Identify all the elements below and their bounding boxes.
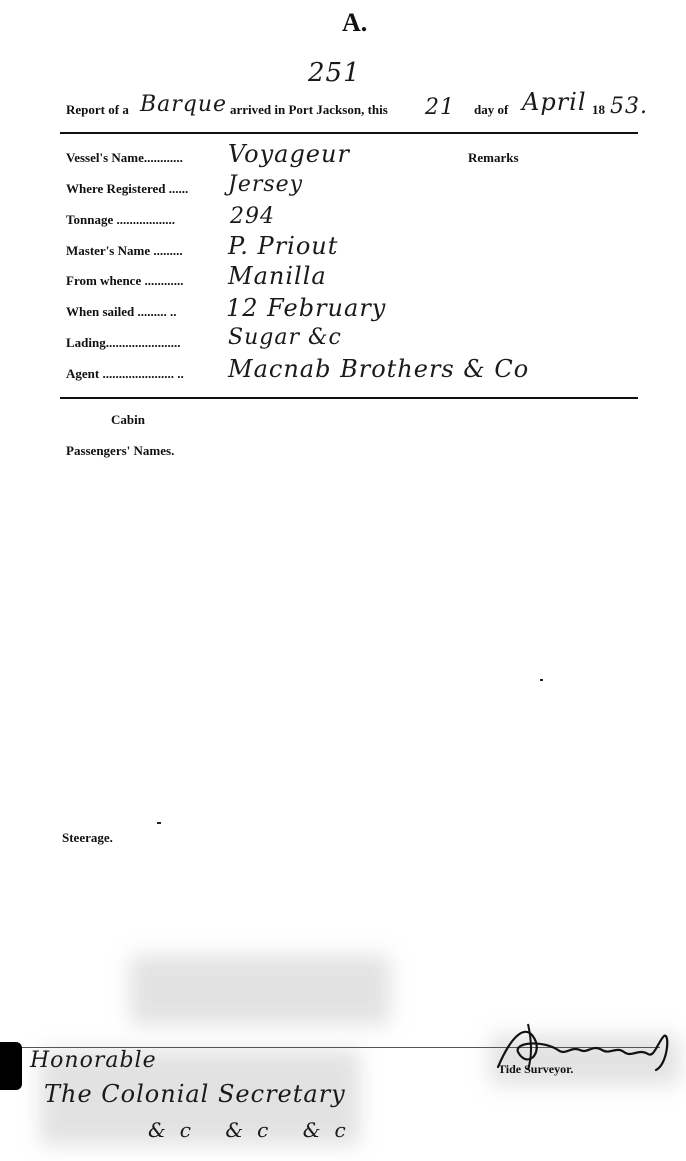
scan-shadow	[130, 955, 390, 1025]
stray-mark	[157, 822, 161, 824]
tide-surveyor-label: Tide Surveyor.	[498, 1062, 574, 1076]
month-value: April	[522, 88, 587, 116]
addressee-line3: &c &c &c	[148, 1118, 360, 1142]
addressee-line1: Honorable	[30, 1048, 157, 1073]
form-number: 251	[308, 58, 361, 88]
addressee-line2: The Colonial Secretary	[44, 1080, 346, 1108]
where-registered-value: Jersey	[228, 172, 304, 197]
lading-label: Lading.......................	[66, 335, 181, 350]
when-sailed-value: 12 February	[226, 294, 387, 322]
year-suffix: 53.	[610, 94, 648, 119]
report-prefix: Report of a	[66, 102, 129, 117]
where-registered-label: Where Registered ......	[66, 181, 189, 196]
arrived-text: arrived in Port Jackson, this	[230, 102, 388, 117]
from-whence-label: From whence ............	[66, 273, 184, 288]
remarks-label: Remarks	[468, 150, 519, 165]
day-label: day of	[474, 102, 509, 117]
tonnage-label: Tonnage ..................	[66, 212, 175, 227]
fields-rule	[60, 397, 638, 399]
vessel-type-value: Barque	[140, 92, 228, 117]
master-name-value: P. Priout	[228, 232, 339, 260]
agent-value: Macnab Brothers & Co	[228, 355, 530, 383]
steerage-label: Steerage.	[62, 830, 113, 845]
master-name-label: Master's Name .........	[66, 243, 183, 258]
passengers-names-label: Passengers' Names.	[66, 443, 175, 458]
agent-label: Agent ...................... ..	[66, 366, 184, 381]
when-sailed-label: When sailed ......... ..	[66, 304, 177, 319]
form-letter: A.	[342, 8, 368, 37]
tonnage-value: 294	[230, 204, 275, 229]
vessel-name-value: Voyageur	[228, 140, 350, 168]
vessel-name-label: Vessel's Name............	[66, 150, 183, 165]
header-rule	[60, 132, 638, 134]
binding-mark	[0, 1042, 22, 1090]
year-prefix: 18	[592, 102, 605, 117]
from-whence-value: Manilla	[228, 262, 327, 290]
lading-value: Sugar &c	[228, 325, 342, 350]
day-value: 21	[425, 95, 455, 120]
cabin-label: Cabin	[111, 412, 145, 427]
stray-mark	[540, 679, 543, 681]
